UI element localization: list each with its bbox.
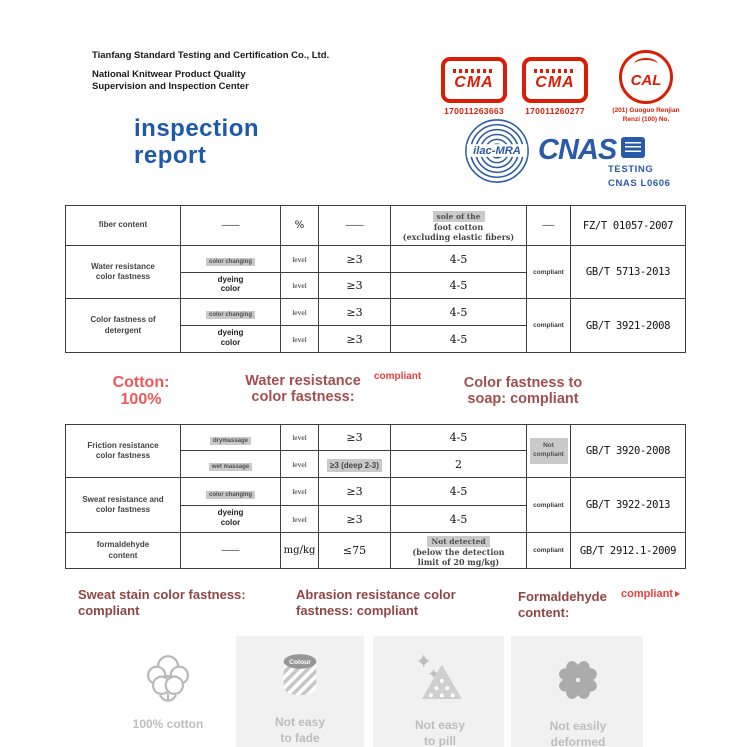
cell-unit: level bbox=[281, 478, 319, 506]
cell-result: 2 bbox=[391, 451, 527, 478]
cell-result: 4-5 bbox=[391, 246, 527, 273]
table-row bbox=[66, 533, 686, 569]
cell-unit: level bbox=[281, 451, 319, 478]
cell-sub-item bbox=[181, 451, 281, 478]
cell-test-item bbox=[66, 206, 181, 246]
cnas-caption-line2: CNAS L0606 bbox=[608, 177, 671, 189]
summary-abrasion-line1: Abrasion resistance color bbox=[296, 587, 456, 602]
cma-mark-1 bbox=[441, 57, 507, 116]
cma-characters-decoration bbox=[534, 69, 576, 73]
cal-label: CAL bbox=[630, 71, 662, 89]
page-title bbox=[134, 116, 259, 170]
summary-cotton-line2: 100% bbox=[120, 391, 162, 409]
cell-result: 4-5 bbox=[391, 478, 527, 506]
translated-text-patch: sole of the bbox=[433, 211, 485, 222]
cell-conclusion: compliant bbox=[527, 533, 571, 569]
cma-certificate-number: 170011260277 bbox=[525, 106, 585, 116]
cell-conclusion: compliant bbox=[527, 299, 571, 353]
cell-unit: level bbox=[281, 246, 319, 273]
result-text: foot cotton bbox=[433, 222, 484, 232]
summary-soap-line1: Color fastness to bbox=[463, 375, 583, 391]
cma-icon bbox=[441, 57, 507, 103]
cell-standard: GB/T 3922-2013 bbox=[571, 478, 686, 533]
test-item-label: Sweat resistance and color fastness bbox=[82, 494, 164, 514]
summary-sweat-line1: Sweat stain color fastness: bbox=[78, 587, 246, 602]
cell-result bbox=[391, 206, 527, 246]
cell-sub-item bbox=[181, 273, 281, 299]
cell-conclusion: compliant bbox=[527, 246, 571, 299]
cell-result: 4-5 bbox=[391, 506, 527, 533]
translated-text-patch: wet massage bbox=[209, 463, 252, 471]
table-row bbox=[66, 478, 686, 506]
cell-result bbox=[391, 533, 527, 569]
feature-not-easy-to-fade bbox=[235, 646, 365, 746]
feature-cotton bbox=[103, 648, 233, 733]
cnas-caption-line1: TESTING bbox=[608, 164, 654, 175]
cell-sub-item bbox=[181, 246, 281, 273]
test-item-label: Color fastness of detergent bbox=[90, 315, 156, 335]
summary-cotton-line1: Cotton: bbox=[112, 374, 170, 391]
cell-requirement: ≥3 bbox=[319, 326, 391, 353]
cell-sub-item bbox=[181, 425, 281, 451]
sub-item-label: dyeing color bbox=[217, 328, 244, 347]
summary-water-line2: color fastness: bbox=[251, 388, 355, 405]
feature-label-text: to pill bbox=[424, 733, 456, 747]
ilac-mra-label: ilac-MRA bbox=[473, 144, 521, 157]
cell-test-item bbox=[66, 533, 181, 569]
cell-unit: level bbox=[281, 425, 319, 451]
cell-requirement: ≥3 bbox=[319, 246, 391, 273]
sub-item-label: dyeing color bbox=[217, 508, 244, 527]
summary-abrasion-fastness bbox=[296, 587, 456, 620]
cell-sub-item bbox=[181, 299, 281, 326]
cal-caption-line2: Renzi (100) No. bbox=[622, 115, 670, 123]
cma-label: CMA bbox=[454, 74, 494, 91]
result-text: (excluding elastic fibers) bbox=[402, 232, 515, 242]
cell-requirement: ≥3 bbox=[319, 273, 391, 299]
summary-formaldehyde bbox=[518, 589, 607, 622]
cell-unit: level bbox=[281, 299, 319, 326]
summary-formaldehyde-status: compliant bbox=[621, 588, 680, 600]
cell-requirement: ≥3 bbox=[319, 425, 391, 451]
cma-mark-2 bbox=[522, 57, 588, 116]
result-text: limit of 20 mg/kg) bbox=[417, 557, 500, 567]
paint-roller-icon bbox=[235, 646, 365, 706]
summary-soap-fastness bbox=[440, 376, 606, 408]
cma-icon bbox=[522, 57, 588, 103]
feature-label-text: deformed bbox=[550, 734, 606, 747]
sub-item-label: dyeing color bbox=[217, 274, 244, 294]
cell-standard: GB/T 2912.1-2009 bbox=[571, 533, 686, 569]
ilac-mra-icon bbox=[463, 117, 531, 185]
summary-soap-line2: soap: compliant bbox=[467, 390, 579, 407]
summary-water-fastness bbox=[230, 374, 376, 406]
cnas-logo bbox=[538, 136, 645, 165]
results-table-upper bbox=[65, 205, 686, 353]
paint-roller-label: Colour bbox=[289, 659, 311, 667]
cal-caption-line1: (201) Guoguo Renjian bbox=[612, 107, 680, 114]
company-name: Tianfang Standard Testing and Certification Co., Ltd. bbox=[92, 50, 330, 61]
translated-text-patch: ≥3 (deep 2-3) bbox=[327, 459, 382, 472]
feature-label-text: Not easily bbox=[549, 719, 607, 733]
cell-sub-item: ——— bbox=[181, 533, 281, 569]
feature-label bbox=[103, 717, 233, 733]
cell-sub-item bbox=[181, 506, 281, 533]
table-row bbox=[66, 246, 686, 273]
test-item-label: Friction resistance color fastness bbox=[87, 440, 159, 460]
feature-label bbox=[235, 715, 365, 746]
translated-text-patch: Not detected bbox=[427, 536, 489, 547]
cal-icon bbox=[619, 50, 673, 104]
translated-text-patch: Not compliant bbox=[530, 438, 568, 464]
cell-result: 4-5 bbox=[391, 273, 527, 299]
cell-requirement: ≥3 bbox=[319, 506, 391, 533]
cell-requirement: ≤75 bbox=[319, 533, 391, 569]
feature-label-text: Not easy bbox=[414, 718, 466, 732]
cell-standard: GB/T 3920-2008 bbox=[571, 425, 686, 478]
cell-unit: level bbox=[281, 273, 319, 299]
summary-sweat-line2: compliant bbox=[78, 603, 140, 619]
cal-mark bbox=[610, 50, 682, 125]
cma-certificate-number: 170011263663 bbox=[444, 106, 504, 116]
table-row bbox=[66, 425, 686, 451]
feature-label-text: Not easy bbox=[274, 715, 326, 729]
cell-result: 4-5 bbox=[391, 299, 527, 326]
cell-unit: level bbox=[281, 326, 319, 353]
cnas-box-icon bbox=[621, 137, 645, 158]
cell-test-item bbox=[66, 425, 181, 478]
summary-water-status: compliant bbox=[374, 371, 422, 382]
cell-test-item bbox=[66, 478, 181, 533]
translated-text-patch: color changing bbox=[206, 311, 255, 319]
translated-text-patch: drymassage bbox=[210, 437, 251, 445]
test-item-label: formaldehyde content bbox=[96, 540, 150, 560]
feature-label bbox=[375, 718, 505, 747]
cell-test-item bbox=[66, 246, 181, 299]
cell-requirement: ≥3 bbox=[319, 478, 391, 506]
pilling-triangle-icon bbox=[375, 649, 505, 709]
inspection-center-line2: Supervision and Inspection Center bbox=[92, 81, 249, 93]
cell-requirement: ≥3 bbox=[319, 299, 391, 326]
cal-caption bbox=[610, 107, 682, 125]
cotton-icon bbox=[103, 648, 233, 708]
translated-text-patch: color changing bbox=[206, 491, 255, 499]
cell-requirement: ——— bbox=[319, 206, 391, 246]
summary-water-line1: Water resistance bbox=[245, 373, 361, 389]
cell-standard: GB/T 5713-2013 bbox=[571, 246, 686, 299]
cell-standard: FZ/T 01057-2007 bbox=[571, 206, 686, 246]
cell-sub-item: ——— bbox=[181, 206, 281, 246]
inspection-center-name bbox=[92, 69, 249, 94]
page-title-line1: inspection bbox=[134, 115, 260, 142]
cma-label: CMA bbox=[535, 74, 575, 91]
cell-standard: GB/T 3921-2008 bbox=[571, 299, 686, 353]
feature-not-easily-deformed bbox=[513, 650, 643, 747]
summary-formaldehyde-line2: content: bbox=[518, 605, 570, 621]
cell-unit: mg/kg bbox=[281, 533, 319, 569]
inspection-center-line1: National Knitwear Product Quality bbox=[92, 69, 246, 80]
ilac-mra-logo bbox=[463, 117, 531, 185]
feature-label-text: 100% cotton bbox=[132, 717, 204, 731]
table-row bbox=[66, 299, 686, 326]
test-item-label: Water resistance color fastness bbox=[91, 261, 155, 281]
feature-label-text: to fade bbox=[280, 730, 320, 745]
page-title-line2: report bbox=[134, 141, 207, 169]
cell-requirement bbox=[319, 451, 391, 478]
summary-abrasion-line2: fastness: compliant bbox=[296, 603, 419, 619]
cell-result: 4-5 bbox=[391, 425, 527, 451]
table-row bbox=[66, 206, 686, 246]
translated-text-patch: color changing bbox=[206, 258, 255, 266]
summary-formaldehyde-line1: Formaldehyde bbox=[518, 589, 607, 604]
cell-conclusion bbox=[527, 425, 571, 478]
results-table-lower bbox=[65, 424, 686, 569]
cell-result: 4-5 bbox=[391, 326, 527, 353]
cma-characters-decoration bbox=[453, 69, 495, 73]
feature-not-easy-to-pill bbox=[375, 649, 505, 747]
cell-sub-item bbox=[181, 326, 281, 353]
cell-unit: % bbox=[281, 206, 319, 246]
result-text: (below the detection bbox=[412, 547, 505, 557]
cell-test-item bbox=[66, 299, 181, 353]
summary-sweat-fastness bbox=[78, 587, 246, 620]
cell-conclusion: compliant bbox=[527, 478, 571, 533]
test-item-label: fiber content bbox=[98, 220, 148, 230]
cnas-caption bbox=[608, 163, 671, 191]
cell-unit: level bbox=[281, 506, 319, 533]
cnas-label: CNAS bbox=[538, 134, 617, 166]
cell-sub-item bbox=[181, 478, 281, 506]
cell-conclusion: —— bbox=[527, 206, 571, 246]
flower-icon bbox=[513, 650, 643, 710]
feature-label bbox=[513, 719, 643, 747]
summary-cotton bbox=[95, 374, 187, 409]
